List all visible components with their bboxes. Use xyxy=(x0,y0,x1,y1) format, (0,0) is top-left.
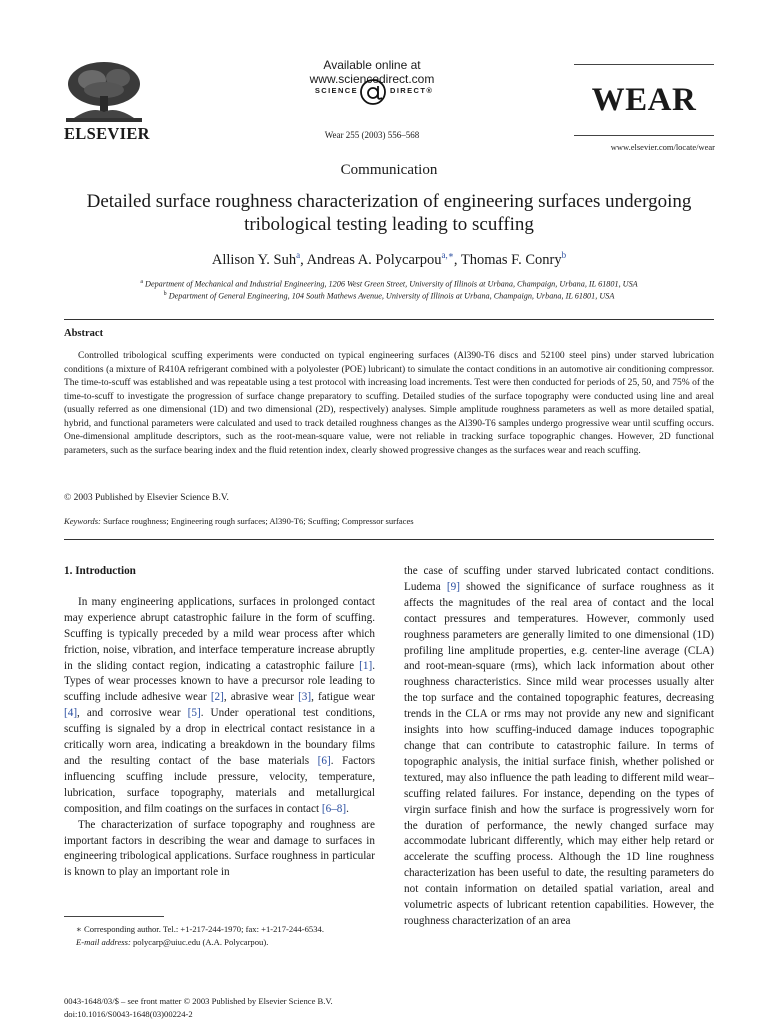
affiliation-text: Department of Mechanical and Industrial Engineering, 1206 West Green Street, University of Illinois at Urbana, Champaign, Urbana, IL 61801, USA xyxy=(145,279,638,289)
sciencedirect-logo[interactable] xyxy=(272,78,476,106)
publisher-name: ELSEVIER xyxy=(64,124,150,143)
citation-link[interactable]: [3] xyxy=(298,691,312,704)
citation-link[interactable]: [4] xyxy=(64,707,78,720)
abstract-heading: Abstract xyxy=(64,328,104,339)
sciencedirect-at-icon xyxy=(358,78,388,106)
citation-link[interactable]: [5] xyxy=(187,707,201,720)
abstract-rule-top xyxy=(64,319,714,320)
author-affiliation-link[interactable]: a,∗ xyxy=(441,250,454,260)
citation-link[interactable]: [1] xyxy=(359,659,373,672)
journal-rule-bottom xyxy=(574,135,714,136)
right-column xyxy=(404,564,714,930)
abstract-rule-bottom xyxy=(64,539,714,540)
doi-line[interactable]: doi:10.1016/S0043-1648(03)00224-2 xyxy=(64,1009,193,1019)
available-online-text[interactable]: Available online at www.sciencedirect.com xyxy=(309,58,435,86)
keywords-label: Keywords: xyxy=(64,516,101,526)
abstract-copyright: © 2003 Published by Elsevier Science B.V. xyxy=(64,493,229,503)
author-affiliation-link[interactable]: a xyxy=(296,250,301,260)
issn-line: 0043-1648/03/$ – see front matter © 2003 Published by Elsevier Science B.V. xyxy=(64,996,333,1006)
sciencedirect-right-word: DIRECT® xyxy=(390,86,434,95)
author-separator: , xyxy=(300,251,307,268)
abstract-body: Controlled tribological scuffing experiments were conducted on typical engineering surfaces (Al390-T6 discs and 52100 steel pins) under starved lubrication conditions (a mixture of R410A refrigerant combined with a polyolester (POE) lubricant) to simulate the contact conditions in an automotive air conditioning compressor. The time-to-scuff was established and was repeatable using a test protocol with increasing load increments. Test were then conducted for periods of 25, 50, and 75% of the time-to-scuff to investigate the progression of surface change preparatory to scuffing. Detailed studies of the surface topography were conducted using line and areal (usually referred as one dimensional (1D) and two dimensional (2D), respectively) analyses. Simple amplitude roughness parameters as well as more detailed spatial, hybrid, and functional parameters were calculated and used to track detailed roughness changes as the Al390-T6 samples undergo progressive wear until scuffing occurs. One-dimensional amplitude descriptors, such as the root-mean-square value, were not reliable in tracking surface topographic changes. However, 2D functional parameters, such as the surface bearing index and the fluid retention index, clearly showed progressive changes as the surfaces wear and reach scuffing. xyxy=(64,351,714,456)
left-column xyxy=(64,564,375,881)
keywords xyxy=(64,516,714,526)
citation-link[interactable]: [6–8] xyxy=(321,802,347,815)
journal-citation: Wear 255 (2003) 556–568 xyxy=(324,130,420,140)
section-heading: 1. Introduction xyxy=(64,565,136,577)
keywords-list: Surface roughness; Engineering rough surfaces; Al390-T6; Scuffing; Compressor surfaces xyxy=(103,516,414,526)
author-name: Thomas F. Conry xyxy=(460,251,562,268)
author-separator: , xyxy=(453,251,461,268)
citation-link[interactable]: [2] xyxy=(210,691,224,704)
elsevier-tree-icon xyxy=(62,60,146,124)
affiliation-text: Department of General Engineering, 104 South Mathews Avenue, University of Illinois at Urbana, Champaign, Urbana, IL 61801, USA xyxy=(168,291,615,301)
journal-name: WEAR xyxy=(591,82,697,118)
affiliation-label: b xyxy=(163,291,167,297)
email-label: E-mail address: xyxy=(76,937,131,947)
affiliation xyxy=(40,291,738,301)
intro-paragraph-3: the case of scuffing under starved lubricated contact conditions. Ludema [9] showed the significance of surface roughness as it affects the magnitudes of the real area of contact and the local contact pressures and temperatures. However, commonly used roughness parameters are generally limited to one dimensional (1D) profiling line amplitude properties, e.g. center-line average (CLA) and root-mean-square (rms), which lack information about other roughness characteristics. Since mild wear processes usually alter the top surface and the contained topographic features, decreasing trends in the CLA or rms may not provide any new and significant insights into how scuffing-induced damage induces topographic change that can contribute to catastrophic failure. In terms of topographic analysis, the initial surface finish, whether polished or textured, may also influence the path leading to different mild wear–scuffing related failures. For instance, depending on the types of virgin surface finish and how the surface is progressively worn for the duration of performance, the newly changed surface may accommodate lubricant differently, which may either help retard or accelerate the scuffing process. Although the 1D line roughness characterization has been useful to date, the resulting parameters do not contain information on detailed spatial variation, areal and volumetric aspects of lubricant retention capabilities. However, the roughness characterization of an area xyxy=(404,565,715,927)
journal-url[interactable]: www.elsevier.com/locate/wear xyxy=(610,142,715,152)
author-name: Andreas A. Polycarpou xyxy=(306,251,442,268)
article-title: Detailed surface roughness characterization of engineering surfaces undergoing tribological testing leading to scuffing xyxy=(86,191,692,235)
author-affiliation-link[interactable]: b xyxy=(561,250,567,260)
author-list xyxy=(60,250,718,269)
corresponding-author-footnote: ∗ Corresponding author. Tel.: +1-217-244-1970; fax: +1-217-244-6534. xyxy=(76,924,324,934)
intro-paragraph-2: The characterization of surface topography and roughness are important factors in describing the wear and damage to surfaces in engineering tribological applications. Surface roughness in particular is known to play an important role in xyxy=(64,818,375,879)
intro-paragraph-1: In many engineering applications, surfaces in prolonged contact may experience abrupt catastrophic failure in the form of scuffing. Scuffing is typically preceded by a mild wear process after which friction, noise, vibration, and interface temperature increase abruptly in the sliding contact region, indicating a catastrophic failure [1]. Types of wear processes known to have a precursor role leading to scuffing include adhesive wear [2], abrasive wear [3], fatigue wear [4], and corrosive wear [5]. Under operational test conditions, scuffing is signaled by a drop in electrical contact resistance in a critically worn area, indicating a breakdown in the boundary films and the resulting contact of the base materials [6]. Factors influencing scuffing include pressure, velocity, temperature, lubrication, surface topography, materials and metallurgical composition, and film coatings on the surfaces in contact [6–8]. xyxy=(64,595,375,815)
affiliation-label: a xyxy=(140,279,143,285)
author-name: Allison Y. Suh xyxy=(211,251,297,268)
citation-link[interactable]: [6] xyxy=(317,754,331,767)
citation-link[interactable]: [9] xyxy=(446,580,460,593)
journal-rule-top xyxy=(574,64,714,65)
email-text[interactable]: polycarp@uiuc.edu (A.A. Polycarpou). xyxy=(132,937,269,947)
affiliation xyxy=(40,279,738,289)
article-type: Communication xyxy=(340,162,438,178)
email-footnote xyxy=(64,936,384,949)
sciencedirect-left-word: SCIENCE xyxy=(314,86,358,95)
footnote-rule xyxy=(64,916,164,917)
